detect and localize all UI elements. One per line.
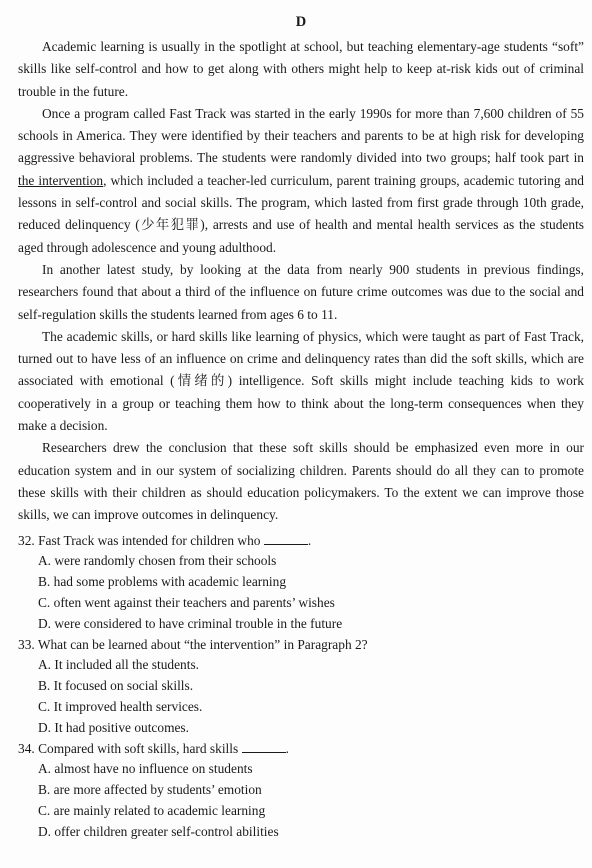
option-d: D. offer children greater self-control abilities (38, 823, 279, 839)
option-a: A. almost have no influence on students (38, 761, 253, 777)
option-a: A. It included all the students. (38, 657, 200, 673)
option-c: C. often went against their teachers and parents’ wishes (38, 594, 335, 610)
paragraph-2 (18, 103, 584, 259)
question-34 (18, 739, 584, 843)
option-d: D. It had positive outcomes. (38, 719, 189, 735)
paragraph-3: In another latest study, by looking at the data from nearly 900 students in previous findings, researchers found that about a third of the influence on future crime outcomes was due to the social and self-regulation skills the students learned from ages 6 to 11. (18, 261, 584, 322)
paragraph-2-text-b: , which included a teacher-led curriculum, parent training groups, academic tutoring and lessons in self-control and social skills. The program, which lasted from first grade through 10th grade, reduced delinquency (少年犯罪), arrests and use of health and mental health services as the students aged through adolescence and young adulthood. (18, 172, 584, 255)
question-list (18, 531, 584, 843)
paragraph-4: The academic skills, or hard skills like learning of physics, which were taught as part of Fast Track, turned out to have less of an influence on crime and delinquency rates than did the soft skills, which are associated with emotional (情绪的) intelligence. Soft skills might include teaching kids to work cooperatively in a group or teaching them how to think about the long-term consequences when they make a decision. (18, 328, 584, 434)
option-d: D. were considered to have criminal trouble in the future (38, 615, 343, 631)
underlined-phrase: the intervention (18, 172, 104, 188)
section-heading: D (295, 14, 307, 30)
option-b: B. are more affected by students’ emotion (38, 782, 262, 798)
option-c: C. are mainly related to academic learning (38, 802, 266, 818)
paragraph-2-text-a: Once a program called Fast Track was started in the early 1990s for more than 7,600 children of 55 schools in America. They were identified by their teachers and parents to be at high risk for developing aggressive behavioral problems. The students were randomly divided into two groups; half took part in (18, 105, 584, 166)
option-a: A. were randomly chosen from their schools (38, 553, 277, 569)
question-stem: 33. What can be learned about “the intervention” in Paragraph 2? (18, 636, 368, 652)
question-stem-end: . (285, 740, 289, 756)
question-stem (18, 531, 584, 552)
option-b: B. had some problems with academic learning (38, 574, 287, 590)
paragraph-1: Academic learning is usually in the spotlight at school, but teaching elementary-age students “soft” skills like self-control and how to get along with others might help to keep at-risk kids out of criminal trouble in the future. (18, 39, 584, 99)
question-stem-text: 34. Compared with soft skills, hard skills (18, 740, 239, 756)
question-stem-end: . (307, 532, 312, 548)
question-stem-text: 32. Fast Track was intended for children who (18, 532, 261, 548)
paragraph-5: Researchers drew the conclusion that these soft skills should be emphasized even more in our education system and in our system of socializing children. Parents should do all they can to promote these skills with their children as should education policymakers. To the extent we can improve those skills, we can improve outcomes in delinquency. (18, 440, 584, 523)
option-b: B. It focused on social skills. (38, 678, 194, 694)
answer-blank (242, 740, 286, 753)
question-32 (18, 531, 584, 635)
answer-blank (264, 532, 308, 545)
question-stem (18, 739, 584, 760)
option-c: C. It improved health services. (38, 698, 203, 714)
question-33 (18, 635, 584, 739)
